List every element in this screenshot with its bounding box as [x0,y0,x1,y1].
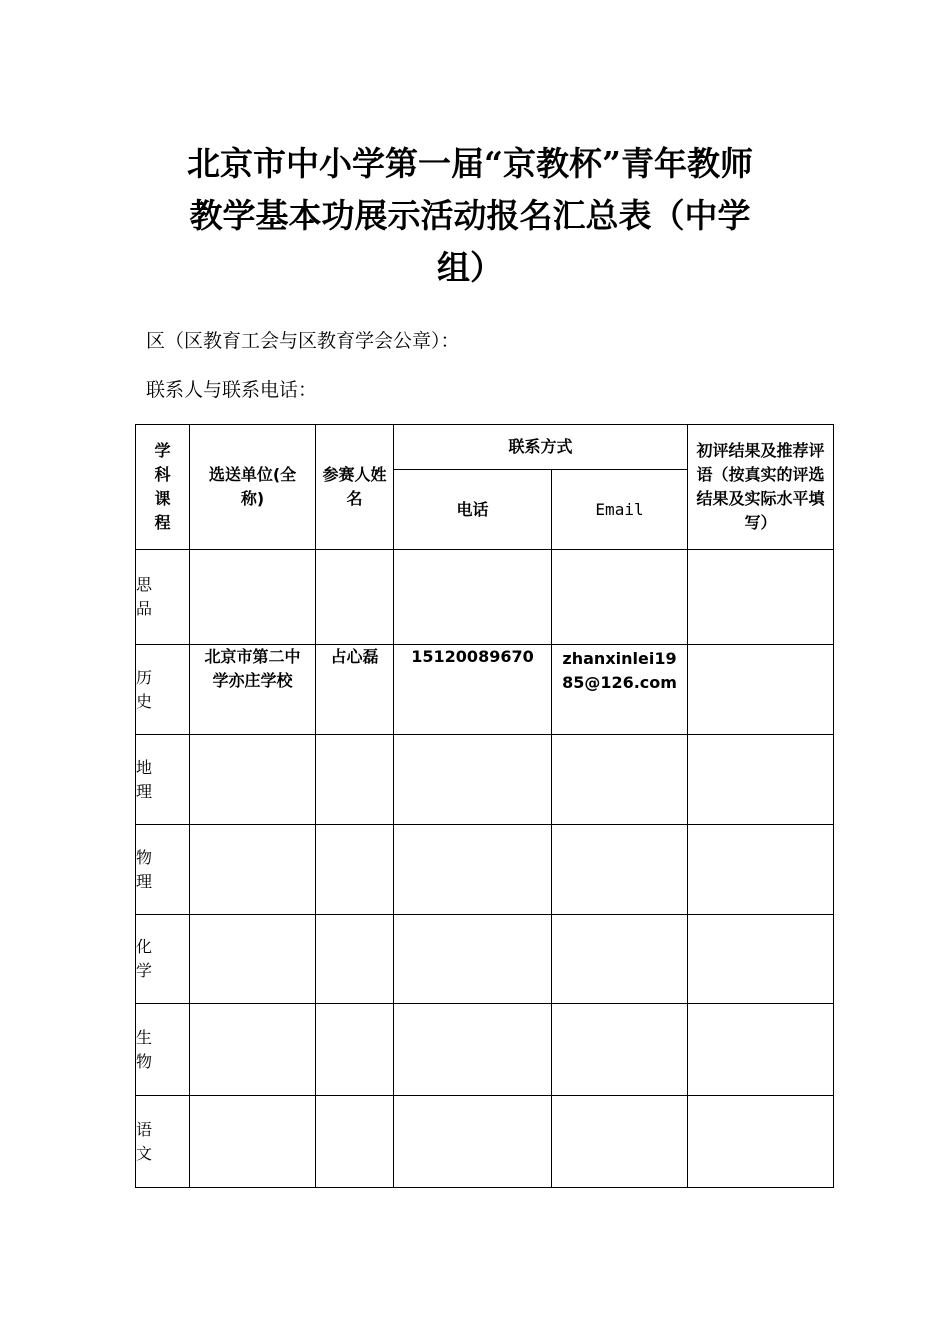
subject-cell: 历史 [136,645,190,735]
contact-person-label: 联系人与联系电话： [146,379,318,401]
header-unit: 选送单位(全称) [190,425,316,550]
phone-cell [394,550,552,645]
name-cell [316,1004,394,1096]
email-cell [552,550,688,645]
evaluation-cell [688,1004,834,1096]
table-row [136,915,834,1004]
email-cell [552,735,688,825]
evaluation-cell [688,735,834,825]
name-cell [316,550,394,645]
table-row [136,550,834,645]
email-cell [552,915,688,1004]
header-evaluation: 初评结果及推荐评语（按真实的评选结果及实际水平填写） [688,425,834,550]
table-row [136,1096,834,1188]
table-row [136,735,834,825]
subject-cell: 思品 [136,550,190,645]
unit-cell [190,915,316,1004]
email-cell: zhanxinlei1985@126.com [552,645,688,735]
unit-cell [190,825,316,915]
unit-cell [190,1004,316,1096]
phone-cell [394,1096,552,1188]
title-line-2: 教学基本功展示活动报名汇总表（中学 [189,196,751,235]
phone-cell [394,825,552,915]
evaluation-cell [688,1096,834,1188]
email-cell [552,825,688,915]
subject-cell: 物理 [136,825,190,915]
title-line-3: 组） [437,248,503,287]
name-cell [316,1096,394,1188]
unit-cell [190,550,316,645]
subject-cell: 生物 [136,1004,190,1096]
subject-cell: 化学 [136,915,190,1004]
header-contact: 联系方式 [394,425,688,470]
unit-cell [190,735,316,825]
email-cell [552,1004,688,1096]
title-line-1: 北京市中小学第一届“京教杯”青年教师 [187,144,753,183]
evaluation-cell [688,645,834,735]
evaluation-cell [688,915,834,1004]
phone-cell [394,735,552,825]
email-cell [552,1096,688,1188]
district-seal-label: 区（区教育工会与区教育学会公章）： [146,330,460,352]
subject-cell: 语文 [136,1096,190,1188]
header-name: 参赛人姓名 [316,425,394,550]
header-subject: 学科课程 [136,425,190,550]
table-row [136,645,834,735]
name-cell: 占心磊 [316,645,394,735]
evaluation-cell [688,550,834,645]
name-cell [316,735,394,825]
header-phone: 电话 [394,470,552,550]
subject-cell: 地理 [136,735,190,825]
unit-cell [190,1096,316,1188]
evaluation-cell [688,825,834,915]
header-email: Email [552,470,688,550]
table-row [136,825,834,915]
name-cell [316,825,394,915]
phone-cell [394,915,552,1004]
page-title [140,138,800,294]
table-row [136,1004,834,1096]
phone-cell [394,1004,552,1096]
name-cell [316,915,394,1004]
registration-table [135,424,834,1188]
phone-cell: 15120089670 [394,645,552,735]
unit-cell: 北京市第二中学亦庄学校 [190,645,316,735]
